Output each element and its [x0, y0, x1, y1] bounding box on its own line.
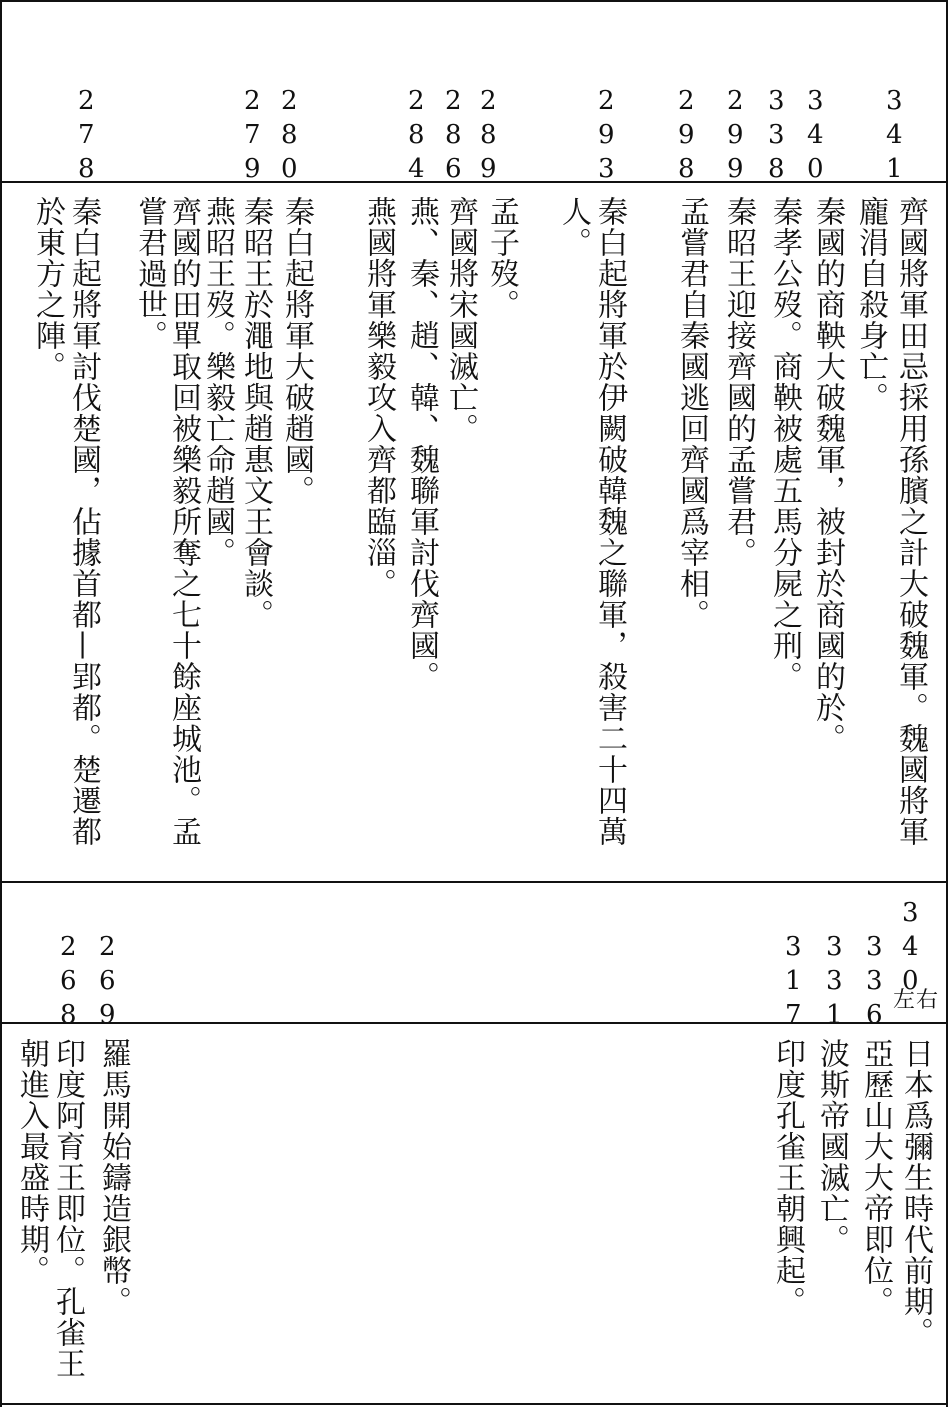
bottom-header-divider: [0, 1022, 948, 1024]
year-289: 2 8 9: [480, 86, 497, 184]
top-border: [0, 0, 948, 2]
year-280: 2 8 0: [281, 86, 298, 184]
year-278: 2 7 8: [78, 86, 95, 184]
event-284b: 燕國將軍樂毅攻入齊都臨淄。: [361, 196, 396, 599]
world-event-336: 亞歷山大大帝即位。: [858, 1038, 893, 1317]
event-278-line2: 於東方之陣。: [30, 196, 65, 382]
event-279c-line2: 嘗君過世。: [132, 196, 167, 351]
world-event-317: 印度孔雀王朝興起。: [770, 1038, 805, 1317]
event-278-line1: 秦白起將軍討伐楚國，佔據首都—郢都。楚遷都: [66, 196, 101, 847]
event-284a: 燕、秦、趙、韓、魏聯軍討伐齊國。: [404, 196, 439, 692]
event-279b: 燕昭王歿。樂毅亡命趙國。: [200, 196, 235, 568]
event-293-line1: 秦白起將軍於伊闕破韓魏之聯軍，殺害二十四萬: [592, 196, 627, 847]
year-331: 3 3 1: [826, 932, 843, 1030]
event-293-line2: 人。: [556, 196, 591, 258]
event-341-line2: 龐涓自殺身亡。: [853, 196, 888, 413]
year-293: 2 9 3: [598, 86, 615, 184]
event-341-line1: 齊國將軍田忌採用孫臏之計大破魏軍。魏國將軍: [893, 196, 928, 847]
year-286: 2 8 6: [445, 86, 462, 184]
world-event-340: 日本爲彌生時代前期。: [898, 1038, 933, 1348]
world-event-331: 波斯帝國滅亡。: [814, 1038, 849, 1255]
world-event-268-line1: 印度阿育王即位。孔雀王: [50, 1038, 85, 1379]
top-header-divider: [0, 181, 948, 183]
event-279c-line1: 齊國的田單取回被樂毅所奪之七十餘座城池。孟: [166, 196, 201, 847]
event-280: 秦白起將軍大破趙國。: [279, 196, 314, 506]
world-event-269: 羅馬開始鑄造銀幣。: [96, 1038, 131, 1317]
year-336: 3 3 6: [866, 932, 883, 1030]
year-284: 2 8 4: [408, 86, 425, 184]
year-299: 2 9 9: [727, 86, 744, 184]
approx-note: 左右: [893, 988, 940, 1013]
year-338: 3 3 8: [768, 86, 785, 184]
left-border: [0, 0, 2, 1407]
year-341: 3 4 1: [886, 86, 903, 184]
event-340: 秦國的商鞅大破魏軍，被封於商國的於。: [810, 196, 845, 754]
event-289: 孟子歿。: [484, 196, 519, 320]
world-event-268-line2: 朝進入最盛時期。: [14, 1038, 49, 1286]
event-299: 秦昭王迎接齊國的孟嘗君。: [721, 196, 756, 568]
event-338: 秦孝公歿。商鞅被處五馬分屍之刑。: [767, 196, 802, 692]
year-340: 3 4 0: [807, 86, 824, 184]
year-269: 2 6 9: [99, 932, 116, 1030]
bottom-border: [0, 1403, 948, 1405]
year-279: 2 7 9: [244, 86, 261, 184]
event-298: 孟嘗君自秦國逃回齊國爲宰相。: [674, 196, 709, 630]
section-divider: [0, 881, 948, 883]
year-298: 2 9 8: [678, 86, 695, 184]
event-286: 齊國將宋國滅亡。: [443, 196, 478, 444]
event-279a: 秦昭王於澠地與趙惠文王會談。: [238, 196, 273, 630]
year-317: 3 1 7: [785, 932, 802, 1030]
year-268: 2 6 8: [60, 932, 77, 1030]
year-340-world: 3 4 0: [902, 898, 919, 996]
